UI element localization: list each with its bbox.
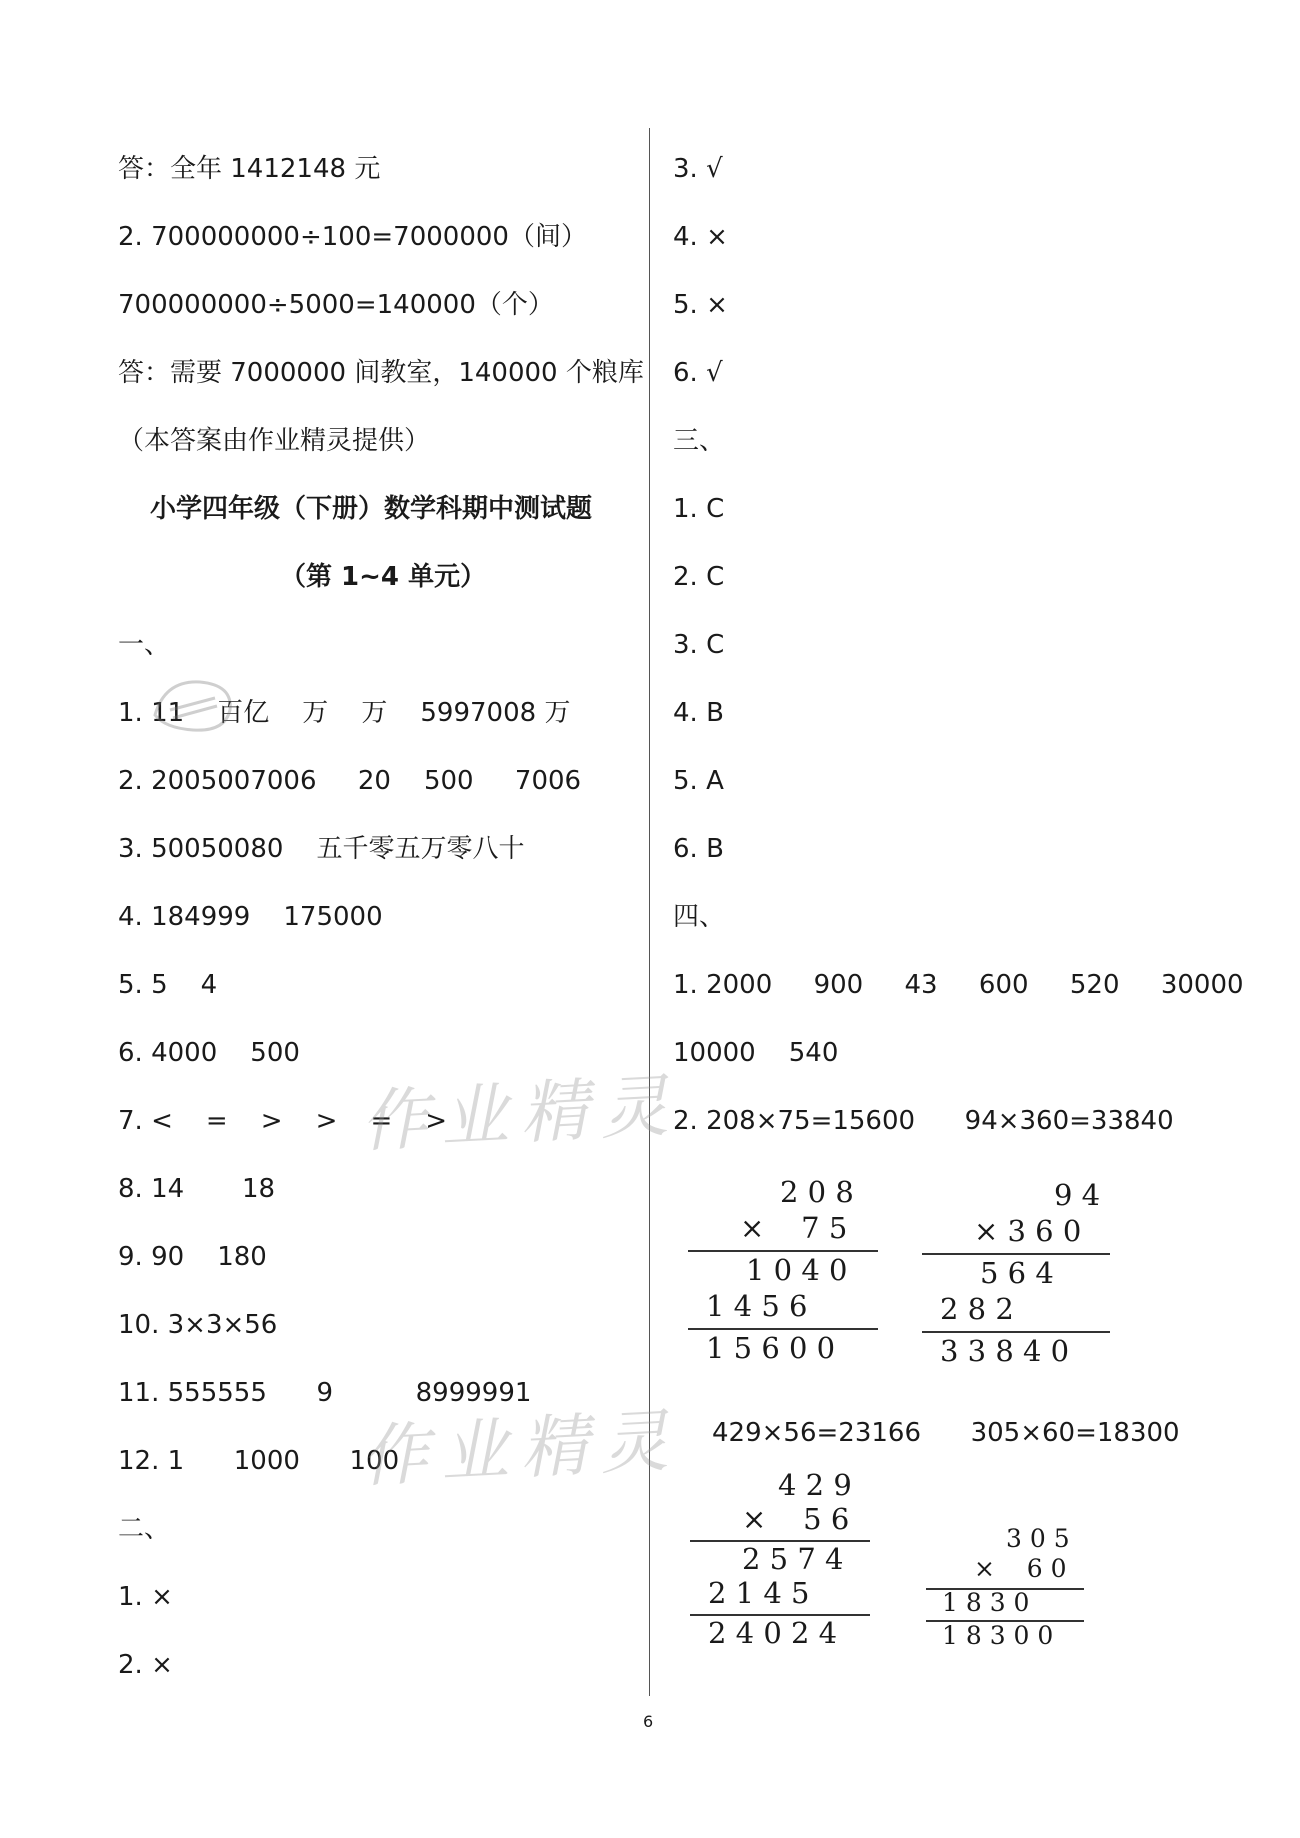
- stamp-logo-icon: [145, 670, 240, 740]
- section-one-item: 1. 11 百亿 万 万 5997008 万: [118, 698, 571, 728]
- section-four-item-1: 1. 2000 900 43 600 520 30000: [673, 970, 1244, 1000]
- calc-line: [922, 1331, 1110, 1333]
- calc-row: 1 5 6 0 0: [706, 1331, 836, 1365]
- calc-row: 1 8 3 0 0: [942, 1621, 1054, 1650]
- section-one-item: 8. 14 18: [118, 1174, 276, 1204]
- section-two-item: 5. ×: [673, 290, 728, 320]
- section-two-item: 2. ×: [118, 1650, 173, 1680]
- calc-row: 1 4 5 6: [706, 1289, 808, 1323]
- calc-row: 2 5 7 4: [742, 1542, 844, 1576]
- section-two-item: 6. √: [673, 358, 723, 388]
- section-three-item: 6. B: [673, 834, 724, 864]
- section-two-item: 4. ×: [673, 222, 728, 252]
- section-three-item: 2. C: [673, 562, 725, 592]
- calc-row: 2 1 4 5: [708, 1576, 810, 1610]
- section-four-heading: 四、: [673, 902, 726, 932]
- section-one-item: 6. 4000 500: [118, 1038, 300, 1068]
- section-one-item: 7. < = > > = >: [118, 1106, 448, 1136]
- section-one-item: 9. 90 180: [118, 1242, 267, 1272]
- calc-row: 5 6 4: [980, 1256, 1054, 1290]
- page-number: 6: [643, 1712, 654, 1731]
- exam-subtitle: （第 1~4 单元）: [280, 562, 487, 592]
- calc-row: × 6 0: [974, 1554, 1067, 1583]
- calc-row: × 5 6: [742, 1502, 850, 1536]
- exam-title: 小学四年级（下册）数学科期中测试题: [150, 494, 593, 524]
- section-one-item: 3. 50050080 五千零五万零八十: [118, 834, 525, 864]
- calc-row: 3 0 5: [1006, 1524, 1070, 1553]
- section-one-item: 10. 3×3×56: [118, 1310, 278, 1340]
- calc-row: 1 8 3 0: [942, 1588, 1030, 1617]
- section-four-item-2: 2. 208×75=15600 94×360=33840: [673, 1106, 1174, 1136]
- source-note: （本答案由作业精灵提供）: [118, 426, 431, 456]
- watermark: 作业精灵: [358, 1066, 683, 1163]
- section-two-item: 3. √: [673, 154, 723, 184]
- section-three-item: 5. A: [673, 766, 724, 796]
- calc-line: [922, 1253, 1110, 1255]
- calc-row: 2 0 8: [780, 1175, 854, 1209]
- section-two-item: 1. ×: [118, 1582, 173, 1612]
- section-three-heading: 三、: [673, 426, 726, 456]
- section-four-item-1-cont: 10000 540: [673, 1038, 839, 1068]
- section-one-item: 12. 1 1000 100: [118, 1446, 400, 1476]
- watermark: 作业精灵: [358, 1401, 683, 1498]
- answer-line-3: 700000000÷5000=140000（个）: [118, 290, 554, 320]
- section-one-item: 5. 5 4: [118, 970, 218, 1000]
- section-one-heading: 一、: [118, 630, 171, 660]
- answer-line-4: 答：需要 7000000 间教室，140000 个粮库: [118, 358, 644, 388]
- answer-line-2: 2. 700000000÷100=7000000（间）: [118, 222, 587, 252]
- calc-row: × 3 6 0: [974, 1214, 1082, 1248]
- section-one-item: 2. 2005007006 20 500 7006: [118, 766, 582, 796]
- calc-row: 2 4 0 2 4: [708, 1616, 838, 1650]
- calc-row: 2 8 2: [940, 1292, 1014, 1326]
- calc-row: 3 3 8 4 0: [940, 1334, 1070, 1368]
- calc-row: 1 0 4 0: [746, 1253, 848, 1287]
- section-three-item: 4. B: [673, 698, 724, 728]
- section-one-item: 11. 555555 9 8999991: [118, 1378, 532, 1408]
- section-two-heading: 二、: [118, 1514, 171, 1544]
- section-four-item-2-cont: 429×56=23166 305×60=18300: [712, 1418, 1180, 1448]
- calc-row: × 7 5: [740, 1211, 848, 1245]
- section-three-item: 3. C: [673, 630, 725, 660]
- calc-line: [688, 1250, 878, 1252]
- calc-line: [688, 1328, 878, 1330]
- answer-line-1: 答：全年 1412148 元: [118, 154, 381, 184]
- calc-row: 9 4: [1054, 1178, 1101, 1212]
- section-one-item: 4. 184999 175000: [118, 902, 383, 932]
- section-three-item: 1. C: [673, 494, 725, 524]
- calc-row: 4 2 9: [778, 1468, 852, 1502]
